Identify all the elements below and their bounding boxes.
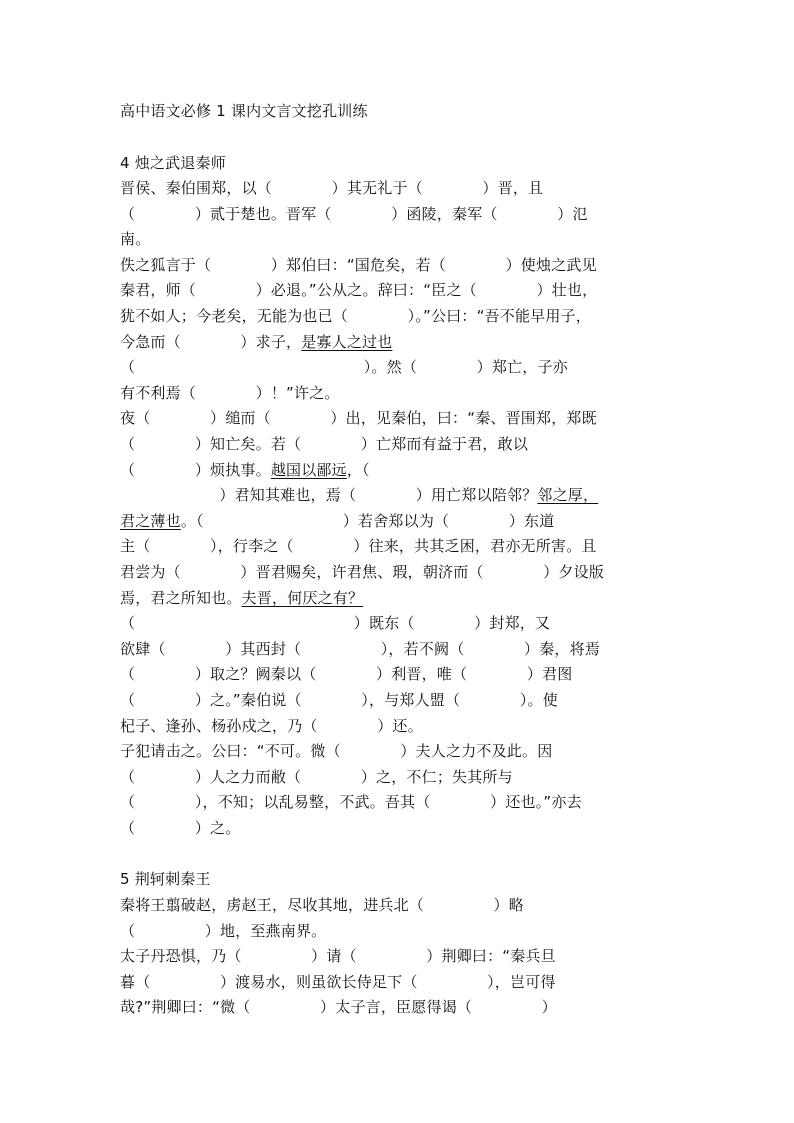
text-run: （ ）地，至燕南界。: [120, 921, 327, 940]
text-run: 夜（ ）缒而（ ）出，见秦伯，曰：“秦、晋围郑，郑既: [120, 409, 597, 428]
text-run: 欲肆（ ）其西封（ ），若不阙（ ）秦，将焉: [120, 639, 601, 658]
text-line: [120, 380, 340, 406]
text-run: （ ）之。: [120, 819, 241, 837]
text-line: [120, 687, 558, 713]
text-run: （ ）取之？阙秦以（ ）利晋，唯（ ）君图: [120, 665, 573, 684]
text-line: [120, 738, 552, 764]
text-line: [120, 329, 392, 355]
text-run: 今急而（ ）求子，: [120, 332, 302, 351]
text-line: [120, 559, 604, 585]
text-line: [120, 508, 554, 534]
text-run: （ ），不知；以乱易整，不武。吾其（ ）还也。”亦去: [120, 793, 582, 812]
text-run: ）君知其难也，焉（ ）用亡郑以陪邻？: [120, 486, 538, 505]
text-line: [120, 354, 568, 380]
text-run: 暮（ ）渡易水，则虽欲长侍足下（ ），岂可得: [120, 972, 556, 991]
text-run: 哉?”荆卿曰：“微（ ）太子言，臣愿得谒（ ）: [120, 998, 557, 1017]
text-line: [120, 994, 557, 1020]
text-run: 晋侯、秦伯围郑，以（ ）其无礼于（ ）晋，且: [120, 179, 544, 197]
text-line: [120, 636, 600, 662]
text-run: 犹不如人；今老矣，无能为也已（ ）。”公曰：“吾不能早用子，: [120, 307, 591, 325]
text-line: [120, 764, 513, 790]
text-run: 君尝为（ ）晋君赐矣，许君焦、瑕，朝济而（ ）夕设版: [120, 563, 605, 581]
text-line: [120, 482, 598, 508]
document-title: 高中语文必修 1 课内文言文挖孔训练: [120, 102, 368, 120]
text-line: [120, 661, 572, 687]
text-line: [120, 303, 591, 329]
text-run: （ ）。然（ ）郑亡，子亦: [120, 358, 568, 377]
text-line: [120, 533, 597, 559]
text-line: [120, 226, 150, 252]
text-run: （ ）之。”秦伯说（ ），与郑人盟（ ）。使: [120, 691, 558, 709]
text-run: 。（ ）若舍郑以为（ ）东道: [180, 511, 555, 530]
text-run: 杞子、逢孙、杨孙戍之，乃（ ）还。: [120, 716, 423, 735]
text-line: [120, 815, 240, 841]
text-run: 焉，君之所知也。: [120, 588, 242, 607]
text-line: [120, 918, 326, 944]
section-4-heading: 4 烛之武退秦师: [120, 154, 226, 172]
text-line: [120, 457, 370, 483]
underlined-text: 是寡人之过也: [301, 332, 393, 351]
text-run: 子犯请击之。公曰：“不可。微（ ）夫人之力不及此。因: [120, 742, 553, 761]
text-line: [120, 252, 597, 278]
text-run: （ ）既东（ ）封郑，又: [120, 614, 551, 633]
text-run: 主（ ），行李之（ ）往来，共其乏困，君亦无所害。且: [120, 537, 597, 556]
text-run: （ ）烦执事。: [120, 460, 271, 479]
text-line: [120, 585, 363, 611]
text-line: [120, 431, 528, 457]
underlined-text: 越国以鄙远: [270, 460, 347, 479]
section-5-heading: 5 荆轲刺秦王: [120, 870, 211, 888]
underlined-text: 邻之厚，: [537, 486, 599, 505]
text-run: 太子丹恐惧，乃（ ）请（ ）荆卿曰：“秦兵旦: [120, 947, 556, 966]
text-line: [120, 405, 597, 431]
text-run: 秦君，师（ ）必退。”公从之。辞曰：“臣之（ ）壮也，: [120, 281, 598, 300]
text-line: [120, 943, 556, 969]
text-run: （ ）贰于楚也。晋军（ ）函陵，秦军（ ）氾: [120, 204, 588, 223]
text-run: 佚之狐言于（ ）郑伯曰：“国危矣，若（ ）使烛之武见: [120, 255, 597, 274]
text-run: （ ）知亡矣。若（ ）亡郑而有益于君，敢以: [120, 435, 529, 453]
text-run: （ ）人之力而敝（ ）之，不仁；失其所与: [120, 767, 513, 786]
text-line: [120, 789, 582, 815]
underlined-text: 君之薄也: [120, 511, 181, 530]
text-line: [120, 175, 543, 201]
text-line: [120, 201, 588, 227]
text-line: [120, 969, 556, 995]
underlined-text: 夫晋，何厌之有？: [241, 588, 364, 607]
text-line: [120, 892, 524, 918]
text-run: 有不利焉（ ）！”许之。: [120, 383, 340, 402]
text-run: ，（: [346, 460, 370, 479]
text-line: [120, 713, 423, 739]
text-line: [120, 277, 597, 303]
text-run: 南。: [120, 230, 151, 249]
text-run: 秦将王翦破赵，虏赵王，尽收其地，进兵北（ ）略: [120, 896, 524, 914]
text-line: [120, 610, 550, 636]
